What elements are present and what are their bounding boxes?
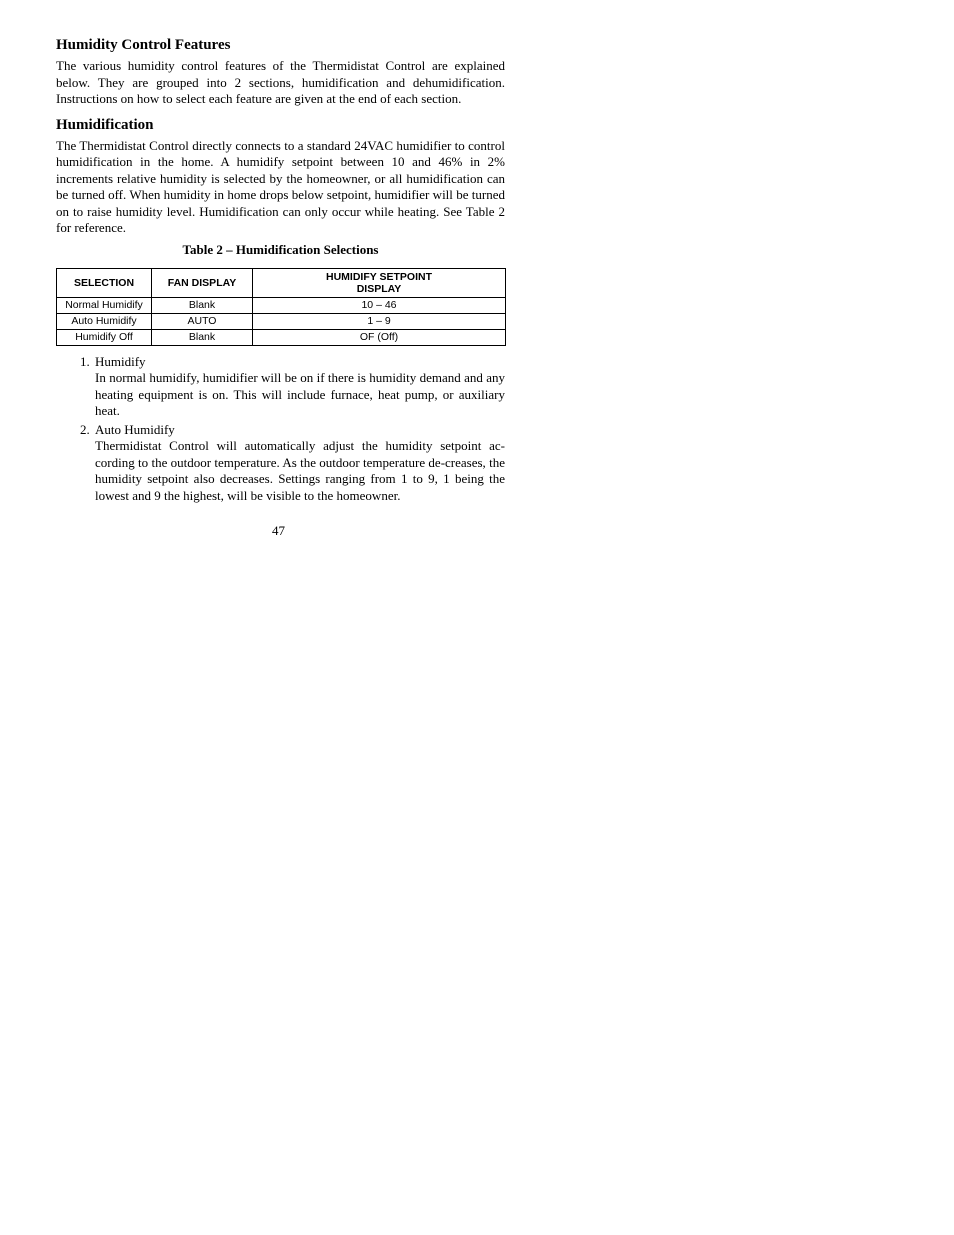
section-body-humidity-control-features: The various humidity control features of the Thermidistat Control are explained below. They are grouped into 2 sections, humidification and dehumidification. Instructions on how to select each feature are given at the end of each section. [56,58,505,106]
table-cell: Blank [152,297,253,313]
section-body-humidification: The Thermidistat Control directly connects to a standard 24VAC humidifier to control humidification in the home. A humidify setpoint between 10 and 46% in 2% increments relative humidity is selected by the homeowner, or all humidification can be turned off. When humidity in home drops below setpoint, humidifier will be turned on to raise humidity level. Humidification can only occur while heating. See Table 2 for reference. [56,137,505,235]
list-item [56,354,505,420]
table-cell: 10 – 46 [253,297,506,313]
list-item-title: Auto Humidify [95,421,175,437]
list-item-text: Thermidistat Control will automatically adjust the humidity setpoint ac-cording to the outdoor temperature. As the outdoor temperature de-creases, the humidity setpoint also decreases. Settings ranging from 1 to 9, 1 being the lowest and 9 the highest, will be visible to the homeowner. [95,438,505,503]
table-header-fan-display: FAN DISPLAY [152,268,253,297]
table-header-row [57,268,506,297]
list-item-number: 2. [80,421,90,437]
document-column [56,36,505,506]
list-item [56,422,505,505]
table-cell: Normal Humidify [57,297,152,313]
table-cell: 1 – 9 [253,313,506,329]
table-cell: Blank [152,329,253,345]
table-cell: OF (Off) [253,329,506,345]
list-item-number: 1. [80,353,90,369]
table-cell: Humidify Off [57,329,152,345]
list-item-title: Humidify [95,353,146,369]
list-item-text: In normal humidify, humidifier will be on if there is humidity demand and any heating equipment is on. This will include furnace, heat pump, or auxiliary heat. [95,370,505,418]
table-row [57,313,506,329]
section-heading-humidification: Humidification [56,116,154,133]
table-header-humidify-setpoint-display [253,268,506,297]
numbered-list [56,354,505,505]
table-row [57,329,506,345]
section-heading-humidity-control-features: Humidity Control Features [56,37,231,53]
table-caption: Table 2 – Humidification Selections [182,241,379,257]
humidification-selections-table [56,268,506,346]
table-cell: Auto Humidify [57,313,152,329]
page-number: 47 [272,523,285,538]
table-row [57,297,506,313]
table-header-selection: SELECTION [57,268,152,297]
table-header-humidify-setpoint-display-label: HUMIDIFY SETPOINT DISPLAY [326,270,432,295]
table-cell: AUTO [152,313,253,329]
